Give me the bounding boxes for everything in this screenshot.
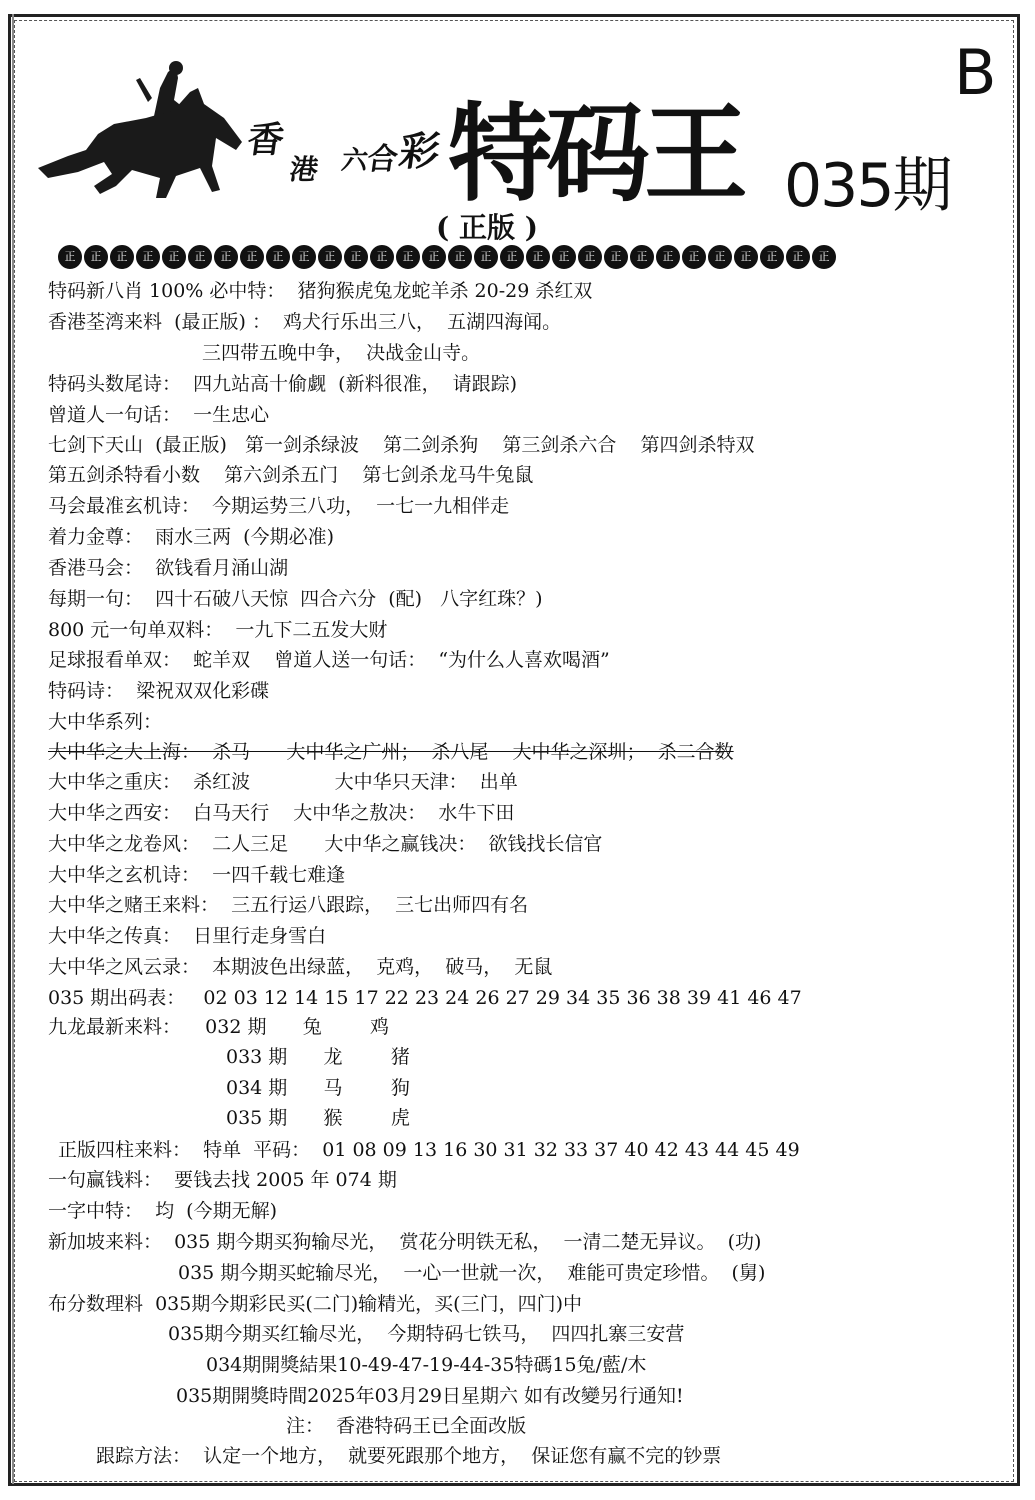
zheng-mark-icon: 正 xyxy=(188,245,212,269)
zheng-mark-icon: 正 xyxy=(136,245,160,269)
zheng-mark-icon: 正 xyxy=(58,245,82,269)
zheng-mark-icon: 正 xyxy=(240,245,264,269)
text-line: 九龙最新来料： 032 期 兔 鸡 xyxy=(48,1016,390,1038)
zheng-mark-icon: 正 xyxy=(214,245,238,269)
text-line: 大中华之传真： 日里行走身雪白 xyxy=(48,925,327,947)
text-line: 跟踪方法： 认定一个地方， 就要死跟那个地方， 保证您有赢不完的钞票 xyxy=(96,1445,722,1467)
zheng-mark-icon: 正 xyxy=(500,245,524,269)
text-line: 033 期 龙 猪 xyxy=(226,1046,410,1068)
zheng-mark-icon: 正 xyxy=(448,245,472,269)
text-line: 大中华之重庆： 杀红波 大中华只天津： 出单 xyxy=(48,771,518,793)
zheng-mark-icon: 正 xyxy=(84,245,108,269)
text-line: 特码诗： 梁祝双双化彩碟 xyxy=(48,680,270,702)
text-line: 特码新八肖 100% 必中特： 猪狗猴虎兔龙蛇羊杀 20-29 杀红双 xyxy=(48,280,593,302)
text-line: 七剑下天山 (最正版) 第一剑杀绿波 第二剑杀狗 第三剑杀六合 第四剑杀特双 xyxy=(48,434,755,456)
zheng-mark-icon: 正 xyxy=(578,245,602,269)
text-line: 034 期 马 狗 xyxy=(226,1077,410,1099)
zheng-mark-icon: 正 xyxy=(396,245,420,269)
zheng-mark-icon: 正 xyxy=(604,245,628,269)
title-char: 港 xyxy=(287,153,321,186)
zheng-mark-icon: 正 xyxy=(318,245,342,269)
text-line: 大中华系列： xyxy=(48,711,163,733)
zheng-mark-icon: 正 xyxy=(708,245,732,269)
zheng-mark-icon: 正 xyxy=(552,245,576,269)
zheng-mark-icon: 正 xyxy=(630,245,654,269)
text-line: 布分数理料 035期今期彩民买(二门)输精光，买(三门，四门)中 xyxy=(48,1293,582,1315)
zheng-mark-icon: 正 xyxy=(370,245,394,269)
scan-edge xyxy=(12,14,14,1484)
zheng-mark-icon: 正 xyxy=(110,245,134,269)
main-title: 特码王 xyxy=(448,90,743,217)
text-line: 曾道人一句话： 一生忠心 xyxy=(48,404,270,426)
text-line: 香港荃湾来料 (最正版) ： 鸡犬行乐出三八， 五湖四海闻。 xyxy=(48,311,562,333)
zheng-mark-icon: 正 xyxy=(656,245,680,269)
text-line: 足球报看单双： 蛇羊双 曾道人送一句话： “为什么人喜欢喝酒” xyxy=(48,649,610,671)
text-line: 着力金尊： 雨水三两 (今期必准) xyxy=(48,526,334,548)
text-line: 三四带五晚中争， 决战金山寺。 xyxy=(202,342,481,364)
text-line: 大中华之风云录： 本期波色出绿蓝， 克鸡， 破马， 无鼠 xyxy=(48,956,553,978)
text-line: 034期開獎結果10-49-47-19-44-35特碼15兔/藍/木 xyxy=(206,1354,647,1376)
title-char: 香 xyxy=(244,119,287,161)
zheng-mark-icon: 正 xyxy=(344,245,368,269)
zheng-mark-icon: 正 xyxy=(812,245,836,269)
text-line: 035期開獎時間2025年03月29日星期六 如有改變另行通知! xyxy=(176,1385,684,1407)
text-line: 035 期 猴 虎 xyxy=(226,1107,410,1129)
text-line: 大中华之玄机诗： 一四千载七难逢 xyxy=(48,864,346,886)
zheng-mark-row xyxy=(58,245,968,269)
zheng-mark-icon: 正 xyxy=(474,245,498,269)
text-line: 大中华之西安： 白马天行 大中华之敖决： 水牛下田 xyxy=(48,802,515,824)
text-line: 注： 香港特码王已全面改版 xyxy=(286,1415,527,1437)
text-line: 正版四柱来料： 特单 平码： 01 08 09 13 16 30 31 32 33 37 40 42 43 44 45 49 xyxy=(58,1139,800,1161)
subtitle: ( 正版 ) xyxy=(436,211,538,244)
issue-number: 035期 xyxy=(784,151,951,221)
title-char: 合 xyxy=(365,142,400,177)
horse-rider-icon xyxy=(28,58,258,208)
text-line: 035 期今期买蛇输尽光， 一心一世就一次， 难能可贵定珍惜。 (舅) xyxy=(178,1262,766,1284)
zheng-mark-icon: 正 xyxy=(734,245,758,269)
text-line: 大中华之赌王来料： 三五行运八跟踪， 三七出师四有名 xyxy=(48,894,529,916)
text-line: 香港马会： 欲钱看月涌山湖 xyxy=(48,557,289,579)
text-line: 035 期出码表： 02 03 12 14 15 17 22 23 24 26 27 29 34 35 36 38 39 41 46 47 xyxy=(48,987,802,1009)
zheng-mark-icon: 正 xyxy=(760,245,784,269)
zheng-mark-icon: 正 xyxy=(786,245,810,269)
text-line-struck: 大中华之大上海： 杀马 大中华之广州； 杀八尾 大中华之深圳； 杀二合数 xyxy=(48,741,734,763)
zheng-mark-icon: 正 xyxy=(422,245,446,269)
text-line: 每期一句： 四十石破八天惊 四合六分 (配) 八字红珠？) xyxy=(48,588,543,610)
text-line: 800 元一句单双料： 一九下二五发大财 xyxy=(48,619,388,641)
zheng-mark-icon: 正 xyxy=(292,245,316,269)
title-char: 彩 xyxy=(396,128,443,175)
zheng-mark-icon: 正 xyxy=(162,245,186,269)
edition-badge: B xyxy=(954,36,997,109)
text-line: 一句赢钱料： 要钱去找 2005 年 074 期 xyxy=(48,1169,397,1191)
title-char: 六 xyxy=(339,146,370,176)
text-line: 马会最准玄机诗： 今期运势三八功， 一七一九相伴走 xyxy=(48,495,510,517)
zheng-mark-icon: 正 xyxy=(266,245,290,269)
text-line: 035期今期买红输尽光， 今期特码七铁马， 四四扎寨三安营 xyxy=(168,1323,685,1345)
zheng-mark-icon: 正 xyxy=(682,245,706,269)
text-line: 大中华之龙卷风： 二人三足 大中华之赢钱决： 欲钱找长信官 xyxy=(48,833,603,855)
text-line: 第五剑杀特看小数 第六剑杀五门 第七剑杀龙马牛兔鼠 xyxy=(48,464,534,486)
text-line: 新加坡来料： 035 期今期买狗输尽光， 赏花分明铁无私， 一清二楚无异议。 (功) xyxy=(48,1231,762,1253)
zheng-mark-icon: 正 xyxy=(526,245,550,269)
text-line: 特码头数尾诗： 四九站高十偷觑 (新料很准， 请跟踪) xyxy=(48,373,518,395)
text-line: 一字中特： 均 (今期无解) xyxy=(48,1200,277,1222)
